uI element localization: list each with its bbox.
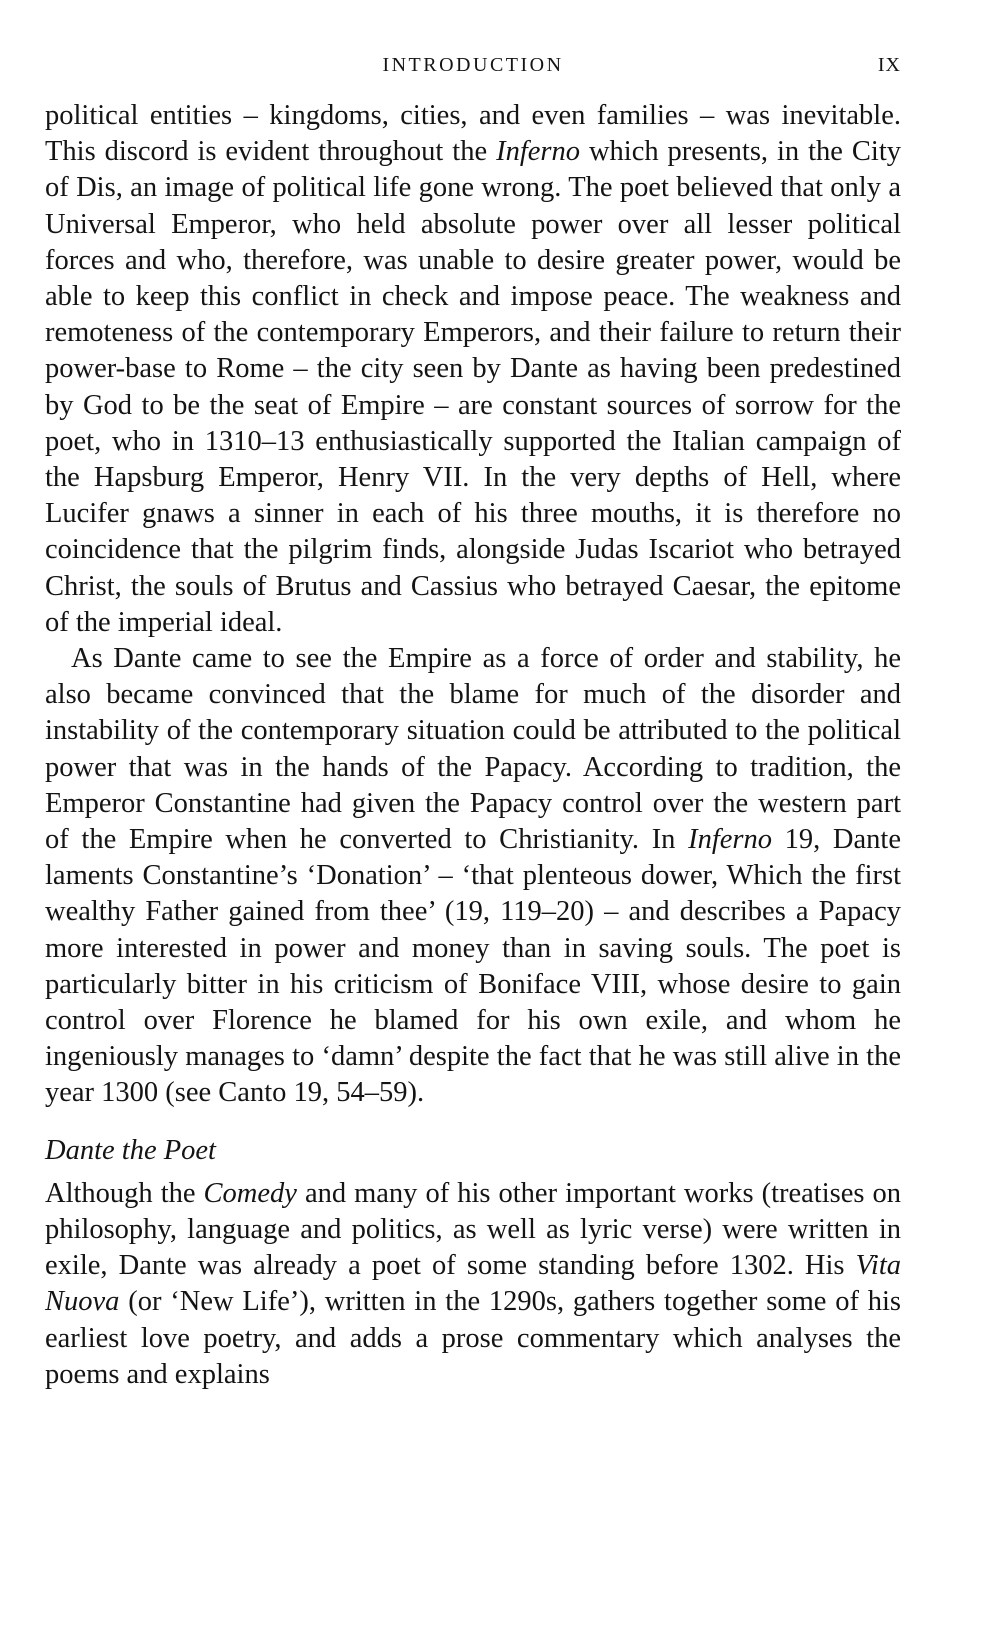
section-heading: Dante the Poet [45,1134,216,1166]
text-run: and many of his other important works (treatises on philosophy, language and politics, as well as lyric verse) were written in exile, Dante was already a poet of some standing before 1302. His [45,1177,901,1282]
text-run: which presents, in the City of Dis, an image of political life gone wrong. The poet believed that only a Universal Emperor, who held absolute power over all lesser political forces and who, therefore, was unable to desire greater power, would be able to keep this conflict in check and impose peace. The weakness and remoteness of the contemporary Emperors, and their failure to return their power-base to Rome – the city seen by Dante as having been predestined by God to be the seat of Empire – are constant sources of sorrow for the poet, who in 1310–13 enthusiastically supported the Italian campaign of the Hapsburg Emperor, Henry VII. In the very depths of Hell, where Lucifer gnaws a sinner in each of his three mouths, it is therefore no coincidence that the pilgrim finds, alongside Judas Iscariot who betrayed Christ, the souls of Brutus and Cassius who betrayed Caesar, the epitome of the imperial ideal. [45,136,901,638]
italic-title-inferno: Inferno [496,136,580,168]
page-header [45,50,901,80]
italic-title-inferno: Inferno [688,824,772,856]
paragraph-dante-poet [45,1176,901,1393]
page-number: IX [877,54,901,76]
italic-title-vita-nuova: Vita Nuova [45,1250,901,1318]
text-run: Although the [45,1177,204,1209]
text-run: political entities – kingdoms, cities, and even families – was inevitable. This discord is evident throughout the [45,100,901,168]
paragraph-political-discord [45,98,901,641]
text-run: (or ‘New Life’), written in the 1290s, gathers together some of his earliest love poetry, and adds a prose commentary which analyses the poems and explains [45,1286,901,1390]
running-title: INTRODUCTION [382,54,564,76]
italic-title-comedy: Comedy [203,1177,297,1209]
body-text [45,98,901,1393]
text-run: 19, Dante laments Constantine’s ‘Donation’ – ‘that plenteous dower, Which the first wealthy Father gained from thee’ (19, 119–20) – and describes a Papacy more interested in power and money than in saving souls. The poet is particularly bitter in his criticism of Boniface VIII, whose desire to gain control over Florence he blamed for his own exile, and whom he ingeniously manages to ‘damn’ despite the fact that he was still alive in the year 1300 (see Canto 19, 54–59). [45,824,901,1109]
text-run: As Dante came to see the Empire as a force of order and stability, he also became convinced that the blame for much of the disorder and instability of the contemporary situation could be attributed to the political power that was in the hands of the Papacy. According to tradition, the Emperor Constantine had given the Papacy control over the western part of the Empire when he converted to Christianity. In [45,643,901,856]
paragraph-papacy [45,641,901,1112]
